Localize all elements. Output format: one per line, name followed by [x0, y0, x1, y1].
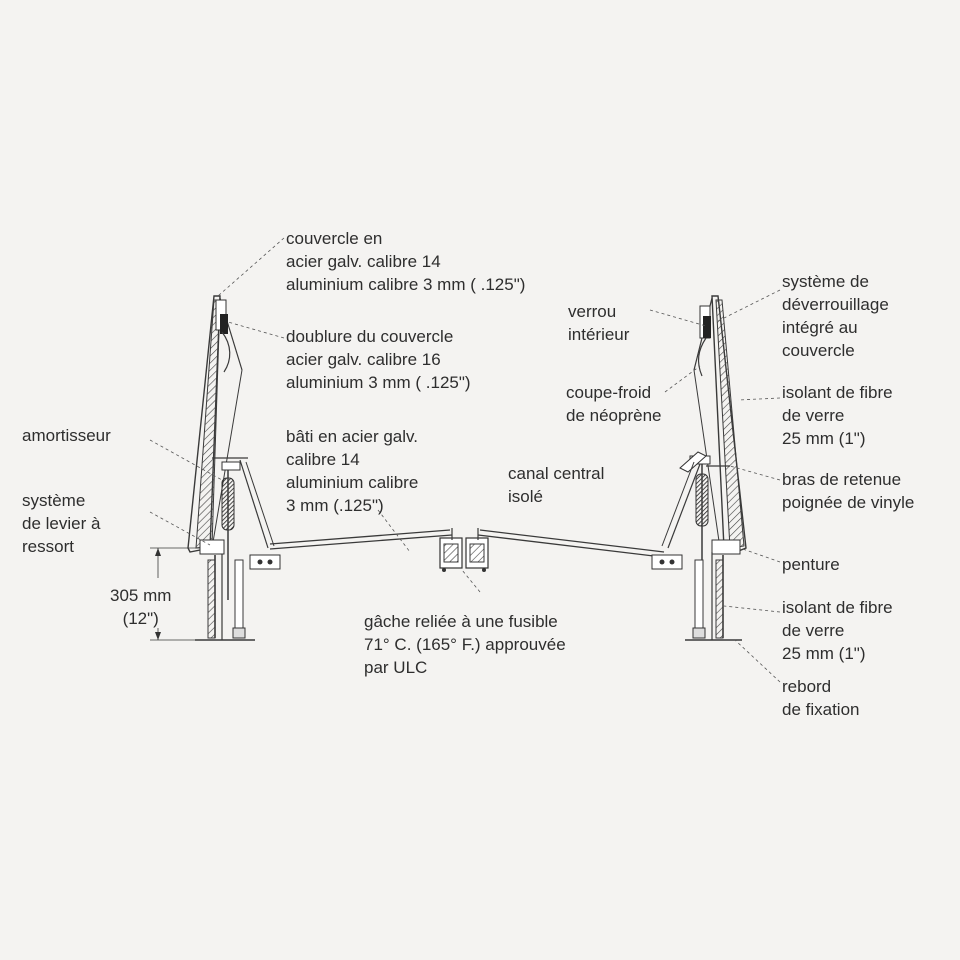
center-channel [440, 528, 488, 572]
label-hauteur: 305 mm (12") [110, 586, 172, 628]
label-amortisseur: amortisseur [22, 426, 111, 445]
label-coupe-froid: coupe-froid de néoprène [566, 383, 662, 425]
label-isolant-haut: isolant de fibre de verre 25 mm (1") [782, 383, 893, 448]
label-deverrouillage: système de déverrouillage intégré au couvercle [782, 272, 889, 360]
label-penture: penture [782, 555, 840, 574]
left-lid [188, 296, 280, 600]
left-crossbar [270, 530, 452, 549]
right-lid [652, 296, 746, 600]
right-curb [685, 552, 742, 640]
label-isolant-bas: isolant de fibre de verre 25 mm (1") [782, 598, 893, 663]
label-couvercle: couvercle en acier galv. calibre 14 aluminium calibre 3 mm ( .125") [286, 229, 526, 294]
label-levier: système de levier à ressort [22, 491, 101, 556]
label-canal: canal central isolé [508, 464, 605, 506]
label-doublure: doublure du couvercle acier galv. calibre 16 aluminium 3 mm ( .125") [286, 327, 471, 392]
label-bati: bâti en acier galv. calibre 14 aluminium calibre 3 mm (.125") [286, 427, 419, 515]
left-curb [195, 550, 255, 640]
label-gache: gâche reliée à une fusible 71° C. (165° F.) approuvée par ULC [364, 612, 566, 677]
label-verrou: verrou intérieur [568, 302, 630, 344]
label-rebord: rebord de fixation [782, 677, 860, 719]
label-bras: bras de retenue poignée de vinyle [782, 470, 915, 512]
right-crossbar [478, 530, 664, 557]
